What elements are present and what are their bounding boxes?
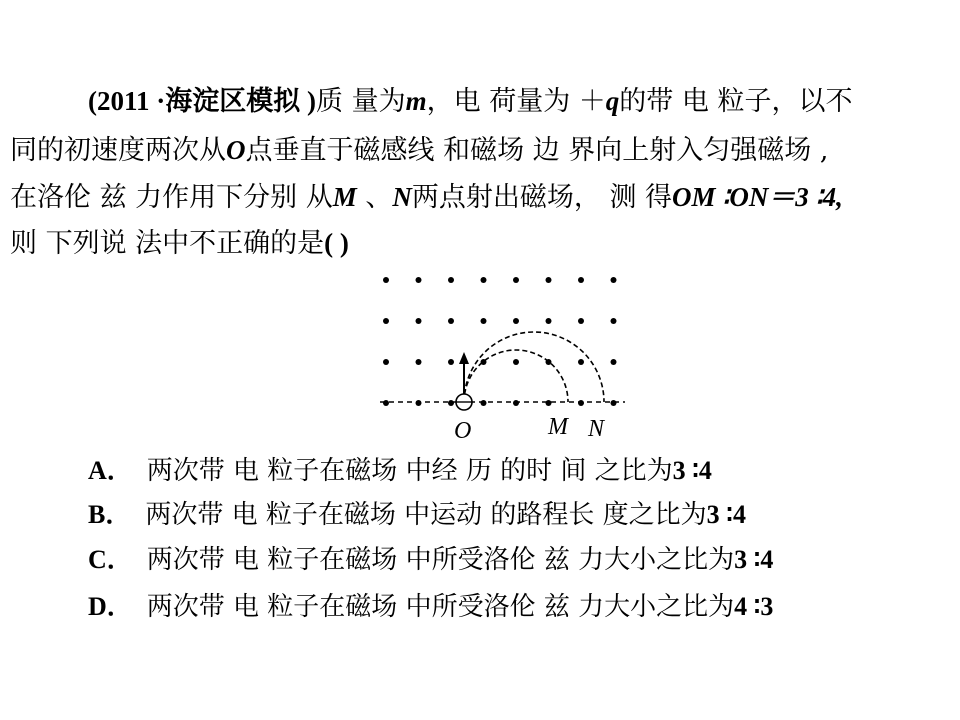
point-o-symbol: O [226,135,246,165]
mass-symbol: m [405,86,427,116]
field-dot [383,359,389,365]
option-key: B． [88,500,132,529]
question-line-2 [10,133,828,168]
option-ratio: 3 ∶4 [672,456,712,485]
label-o: O [454,418,472,444]
distance-ratio: OM ∶ON＝3 ∶4, [672,182,843,212]
option-key: C． [88,545,133,574]
charge-symbol: q [605,86,620,116]
question-source: (2011 ·海淀区模拟 ) [88,86,316,116]
field-dot [448,318,454,324]
option-a[interactable] [88,454,712,488]
option-c[interactable] [88,543,773,577]
field-dot [578,400,584,406]
field-dot [416,400,422,406]
label-n: N [588,416,605,442]
field-dot [546,400,552,406]
question-text: 同的初速度两次从 [10,135,226,166]
question-text: 在洛伦 兹 力作用下分别 从 [10,182,333,213]
option-b[interactable] [88,498,746,532]
question-text: 的带 电 粒子，以不 [619,86,853,117]
question-text: ，电 荷量为 ＋ [426,86,606,117]
option-ratio: 3 ∶4 [734,545,774,574]
field-dot [611,400,617,406]
field-dot [481,318,487,324]
question-line-4 [10,226,349,261]
field-dot [611,277,617,283]
field-dot [546,318,552,324]
question-line-1 [88,84,852,119]
question-text: 两点射出磁场， 测 得 [411,182,673,213]
question-text: 则 下列说 法中不正确的是 [10,228,325,259]
field-dot [448,277,454,283]
field-dot [383,277,389,283]
field-dot [546,277,552,283]
question-text: 质 量为 [316,86,406,117]
field-dot [481,277,487,283]
field-dot [448,400,454,406]
field-dot [481,400,487,406]
field-dot [383,318,389,324]
trajectory-n [464,332,604,402]
field-dot [578,359,584,365]
option-key: A． [88,456,133,485]
option-key: D． [88,592,133,621]
option-text: 两次带 电 粒子在磁场 中所受洛伦 兹 力大小之比为 [146,592,735,622]
point-n-symbol: N [392,182,412,212]
field-dot [578,318,584,324]
arrow-head-icon [459,352,469,364]
question-line-3 [10,180,843,215]
field-dot [416,318,422,324]
option-ratio: 4 ∶3 [734,592,774,621]
option-text: 两次带 电 粒子在磁场 中运动 的路程长 度之比为 [145,500,707,530]
field-dot [383,400,389,406]
option-ratio: 3 ∶4 [706,500,746,529]
field-dot [513,277,519,283]
question-text: 点垂直于磁感线 和磁场 边 界向上射入匀强磁场 , [245,135,829,166]
field-dot [611,318,617,324]
field-dot [416,359,422,365]
option-text: 两次带 电 粒子在磁场 中所受洛伦 兹 力大小之比为 [146,545,735,575]
option-d[interactable] [88,590,773,624]
answer-blank: ( ) [324,228,349,258]
field-dot [416,277,422,283]
label-m: M [548,414,568,440]
question-text: 、 [356,182,393,213]
field-dot [448,359,454,365]
field-dot [513,359,519,365]
field-dot [578,277,584,283]
field-dot [513,318,519,324]
trajectory-m [464,350,568,402]
point-m-symbol: M [332,182,357,212]
option-text: 两次带 电 粒子在磁场 中经 历 的时 间 之比为 [146,456,673,486]
field-dot [611,359,617,365]
field-dot [513,400,519,406]
magnetic-field-figure [370,268,630,448]
